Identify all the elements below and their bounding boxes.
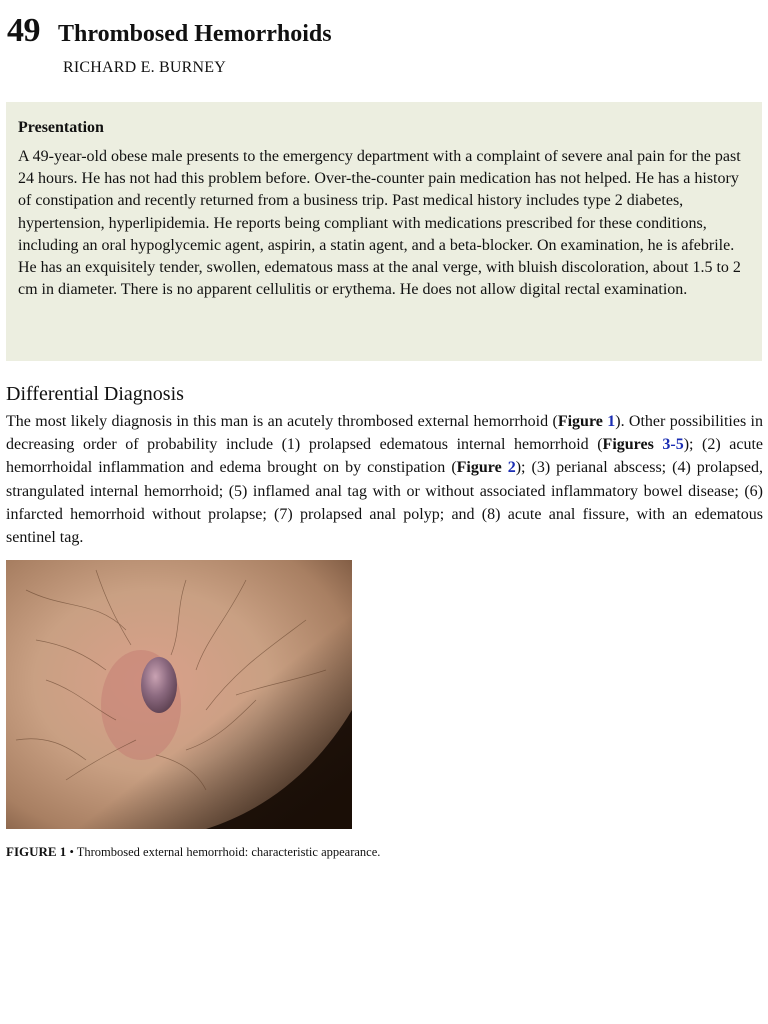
caption-separator: • bbox=[66, 845, 77, 859]
figure-2-link[interactable]: 2 bbox=[507, 459, 516, 477]
presentation-heading: Presentation bbox=[18, 119, 104, 136]
figure-3-link[interactable]: 3 bbox=[662, 436, 671, 454]
chapter-author: RICHARD E. BURNEY bbox=[63, 59, 226, 76]
differential-diagnosis-heading: Differential Diagnosis bbox=[6, 383, 184, 405]
presentation-text: A 49-year-old obese male presents to the emergency department with a complaint of severe anal pain for the past 24 hours. He has not had this problem before. Over-the-counter pain medication has not helped. He has a history of constipation and recently returned from a business trip. Past medical history includes type 2 diabetes, hypertension, hyperlipidemia. He reports being compliant with medications prescribed for these conditions, including an oral hypoglycemic agent, aspirin, a statin agent, and a beta-blocker. On examination, he is afebrile. He has an exquisitely tender, swollen, edematous mass at the anal verge, with bluish discoloration, about 1.5 to 2 cm in diameter. There is no apparent cellulitis or erythema. He does not allow digital rectal examination. bbox=[18, 148, 741, 299]
chapter-title: Thrombosed Hemorrhoids bbox=[58, 21, 332, 47]
figure-5-link[interactable]: 5 bbox=[675, 436, 684, 454]
chapter-header bbox=[7, 12, 332, 50]
figure-1-caption bbox=[6, 844, 380, 860]
figure-1-link[interactable]: 1 bbox=[607, 413, 616, 430]
figure-1-photo bbox=[6, 560, 352, 829]
caption-text: Thrombosed external hemorrhoid: characteristic appearance. bbox=[76, 845, 381, 859]
chapter-number: 49 bbox=[7, 12, 40, 49]
differential-diagnosis-text: The most likely diagnosis in this man is an acutely thrombosed external hemorrhoid (Figure 1). Other possibilities in decreasing order of probability include (1) prolapsed edematous internal hemorrhoid (Figures 3-5); (2) acute hemorrhoidal inflammation and edema brought on by constipation (Figure 2); (3) perianal abscess; (4) prolapsed, strangulated internal hemorrhoid; (5) inflamed anal tag with or without associated inflammatory bowel disease; (6) infarcted hemorrhoid without prolapse; (7) prolapsed anal polyp; and (8) acute anal fissure, with an edematous sentinel tag. bbox=[6, 413, 764, 547]
figure-label: FIGURE 1 bbox=[6, 844, 67, 859]
presentation-box bbox=[6, 102, 762, 361]
